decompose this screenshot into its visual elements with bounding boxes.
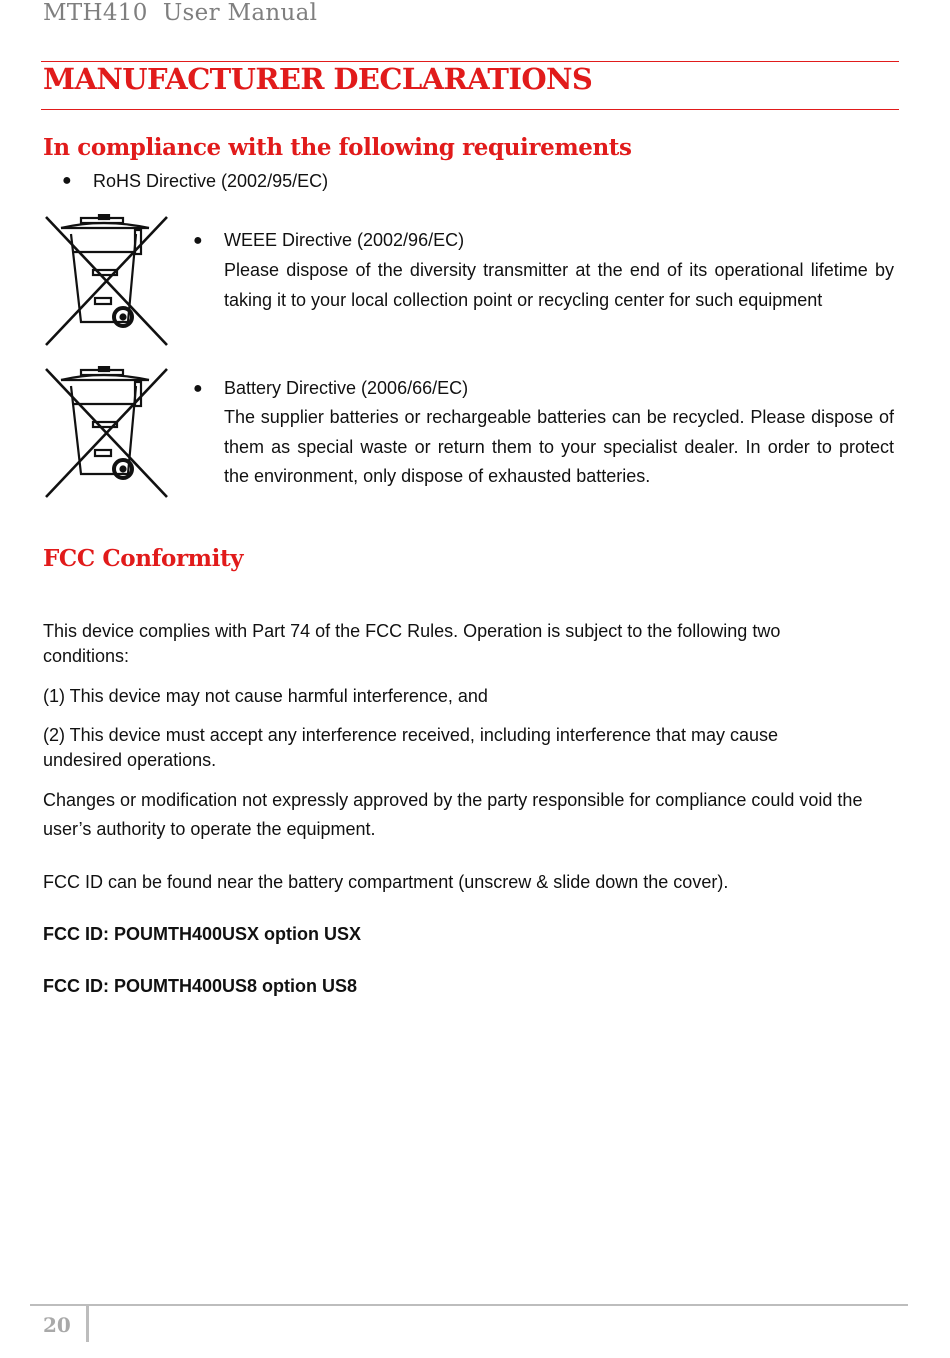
weee-bin-icon — [43, 214, 170, 348]
page-title: MANUFACTURER DECLARATIONS — [43, 62, 593, 96]
battery-text: The supplier batteries or rechargeable batteries can be recycled. Please dispose of them as special waste or return them to your specialist dealer. In order to protect the environment, only dispose of exhausted batteries. — [224, 407, 894, 486]
fcc-paragraph-4: Changes or modification not expressly approved by the party responsible for compliance could void the user’s authority to operate the equipment. — [43, 790, 863, 839]
fcc-id-us8: FCC ID: POUMTH400US8 option US8 — [43, 976, 358, 996]
footer-divider — [86, 1306, 89, 1342]
weee-text: Please dispose of the diversity transmitter at the end of its operational lifetime by taking it to your local collection point or recycling center for such equipment — [224, 260, 894, 310]
manual-header: MTH410 User Manual — [43, 0, 318, 26]
bullet: ● — [193, 232, 203, 249]
fcc-paragraph-3: (2) This device must accept any interference received, including interference that may cause undesired operations. — [43, 725, 779, 770]
weee-title: WEEE Directive (2002/96/EC) — [224, 230, 465, 250]
fcc-paragraph-5: FCC ID can be found near the battery compartment (unscrew & slide down the cover). — [43, 872, 729, 892]
fcc-paragraph-1: This device complies with Part 74 of the FCC Rules. Operation is subject to the following two conditions: — [43, 621, 781, 666]
fcc-heading: FCC Conformity — [43, 545, 244, 572]
title-bottom-rule — [41, 109, 899, 110]
bullet: ● — [193, 380, 203, 397]
fcc-paragraph-2: (1) This device may not cause harmful interference, and — [43, 686, 488, 706]
fcc-id-usx: FCC ID: POUMTH400USX option USX — [43, 924, 362, 944]
page-number: 20 — [43, 1313, 71, 1337]
compliance-heading: In compliance with the following requirements — [43, 134, 632, 161]
bullet: ● — [62, 172, 72, 189]
rohs-item: RoHS Directive (2002/95/EC) — [93, 171, 329, 191]
battery-title: Battery Directive (2006/66/EC) — [224, 378, 469, 398]
footer-rule — [30, 1304, 908, 1306]
battery-bin-icon — [43, 366, 170, 500]
